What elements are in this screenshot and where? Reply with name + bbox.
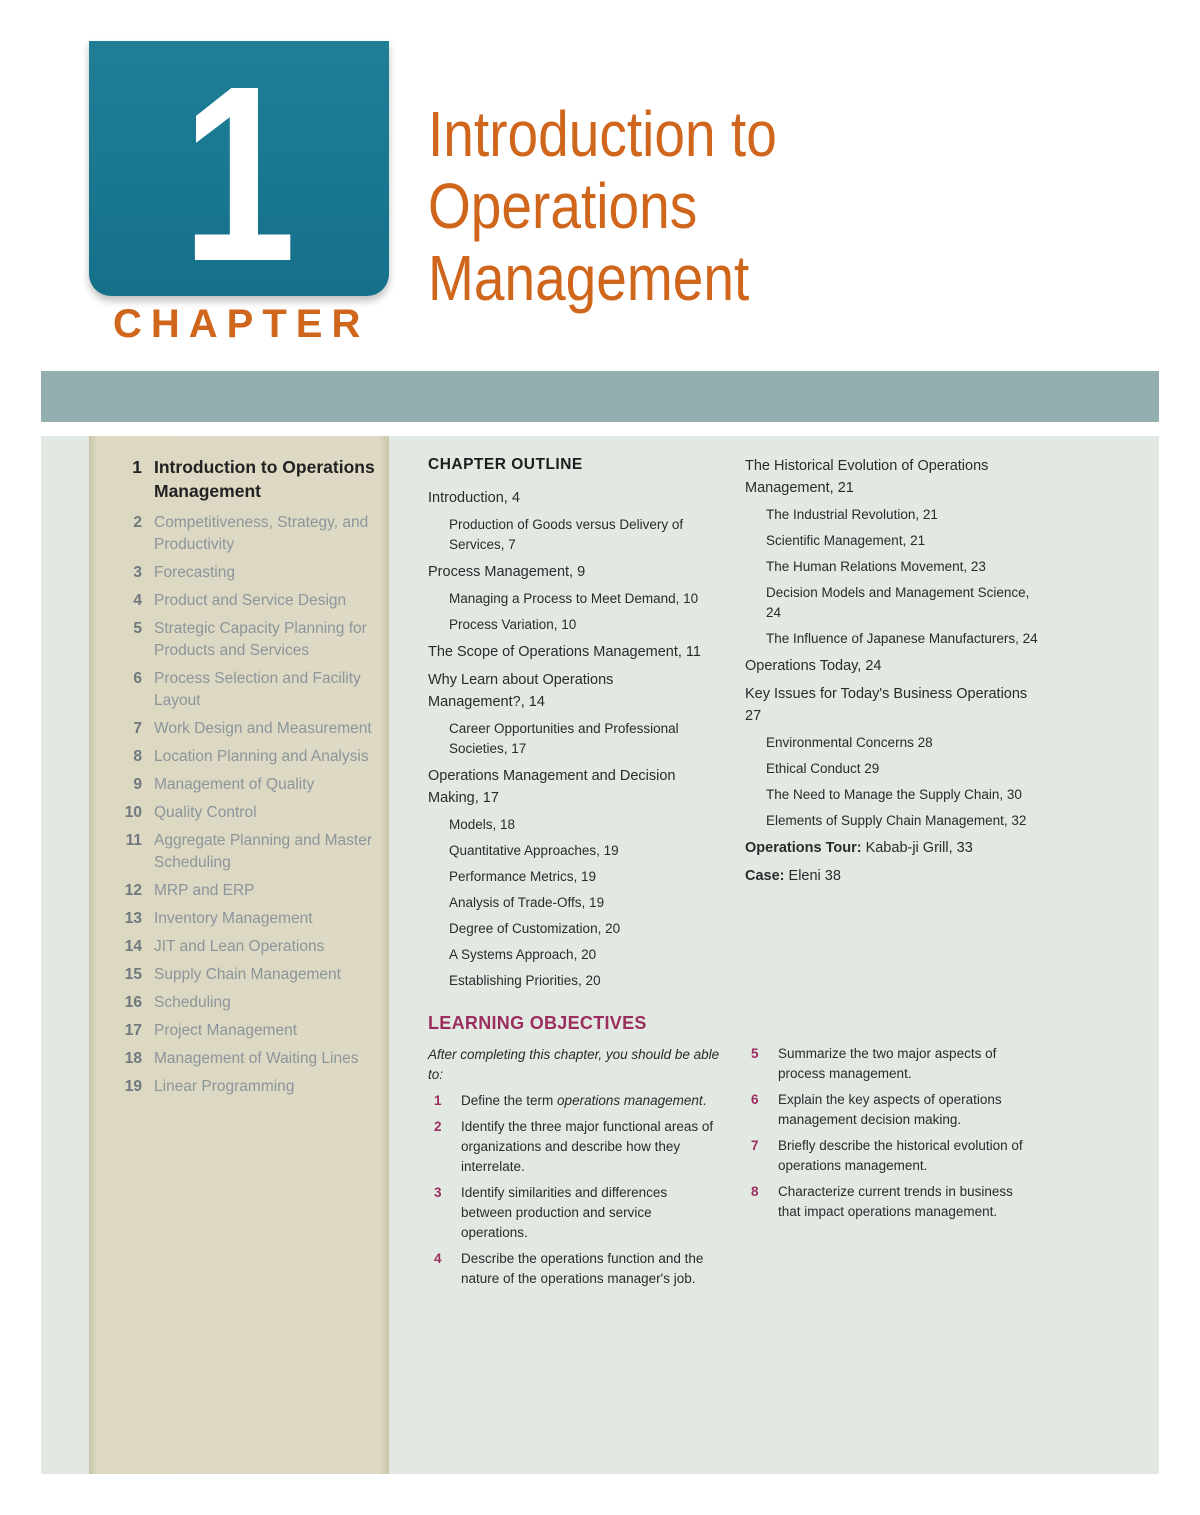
chapter-label: CHAPTER: [113, 302, 370, 346]
decorative-band: [41, 371, 1159, 422]
objective-text-main: Briefly describe the historical evolution of operations management.: [778, 1138, 1027, 1173]
chapter-list-number: 2: [133, 514, 142, 531]
objective-text-end: .: [702, 1093, 707, 1108]
outline-section: Key Issues for Today's Business Operations 27: [745, 686, 1028, 724]
chapter-list-item: [120, 1076, 380, 1098]
objectives-intro: After completing this chapter, you should be able to:: [428, 1047, 720, 1082]
chapter-list-item: [120, 774, 380, 796]
chapter-list-number: 16: [124, 994, 142, 1011]
objective-number: 4: [434, 1251, 442, 1266]
chapter-list-number: 3: [133, 564, 142, 581]
outline-subsection: The Industrial Revolution, 21: [766, 507, 938, 522]
chapter-list-number: 6: [133, 670, 142, 687]
outline-subsection: Models, 18: [449, 817, 516, 832]
outline-section: Operations Today, 24: [745, 658, 882, 674]
outline-subsection: The Need to Manage the Supply Chain, 30: [766, 787, 1022, 802]
chapter-list-item: [120, 936, 380, 958]
objective-text: [778, 1136, 1035, 1176]
chapter-list-label: Inventory Management: [154, 910, 313, 927]
chapter-list-number: 7: [133, 720, 142, 737]
objective-text: [461, 1183, 718, 1243]
objective-number: 5: [751, 1046, 759, 1061]
operations-tour-entry-text: Kabab-ji Grill, 33: [861, 840, 973, 856]
chapter-title-line-1: Introduction to: [428, 98, 777, 170]
objective-number: 1: [434, 1093, 442, 1108]
outline-column-2: [745, 455, 1045, 893]
chapter-list-number: 14: [124, 938, 142, 955]
objective-text-main: Describe the operations function and the nature of the operations manager's job.: [461, 1251, 708, 1286]
chapter-list-label: Location Planning and Analysis: [154, 748, 369, 765]
chapter-list-label: Aggregate Planning and Master Scheduling: [154, 832, 373, 871]
objective-number: 2: [434, 1119, 442, 1134]
case-entry-label: Case:: [745, 868, 785, 884]
chapter-list-number: 11: [125, 832, 142, 849]
chapter-list-number: 19: [124, 1078, 142, 1095]
chapter-number-badge: [89, 34, 389, 313]
chapter-list-label: MRP and ERP: [154, 882, 255, 899]
chapter-list-label: Work Design and Measurement: [154, 720, 372, 737]
chapter-list-label: Introduction to Operations Management: [154, 457, 375, 501]
chapter-list-number: 9: [133, 776, 142, 793]
outline-section: Process Management, 9: [428, 564, 586, 580]
objectives-heading: LEARNING OBJECTIVES: [428, 1013, 647, 1033]
outline-section: The Historical Evolution of Operations Management, 21: [745, 458, 989, 496]
objective-text-main: Identify similarities and differences between production and service operations.: [461, 1185, 671, 1240]
objective-number: 8: [751, 1184, 759, 1199]
objective-text-main: Explain the key aspects of operations management decision making.: [778, 1092, 1006, 1127]
objective-item: [745, 1090, 1035, 1130]
operations-tour-entry: [745, 837, 1045, 859]
outline-subsection: Quantitative Approaches, 19: [449, 843, 619, 858]
objective-text: [778, 1090, 1035, 1130]
chapter-list-number: 12: [124, 882, 142, 899]
objective-item: [428, 1249, 718, 1289]
chapter-list-item: [120, 908, 380, 930]
chapter-list-number: 18: [124, 1050, 142, 1067]
outline-section: The Scope of Operations Management, 11: [428, 644, 701, 660]
chapter-list-label: Process Selection and Facility Layout: [154, 670, 361, 709]
outline-subsection: Scientific Management, 21: [766, 533, 926, 548]
chapter-number: 1: [181, 34, 297, 313]
objective-number: 3: [434, 1185, 442, 1200]
outline-subsection: Decision Models and Management Science, 24: [766, 585, 1030, 620]
chapter-list-item: [120, 590, 380, 612]
chapter-list-number: 8: [133, 748, 142, 765]
outline-subsection: Performance Metrics, 19: [449, 869, 597, 884]
objective-number: 7: [751, 1138, 759, 1153]
chapter-list-label: Quality Control: [154, 804, 257, 821]
outline-section: Why Learn about Operations Management?, 14: [428, 672, 614, 710]
outline-section: Introduction, 4: [428, 490, 520, 506]
chapter-list-label: Management of Quality: [154, 776, 315, 793]
outline-subsection: Degree of Customization, 20: [449, 921, 621, 936]
objective-item: [745, 1044, 1035, 1084]
outline-subsection: Career Opportunities and Professional Societies, 17: [449, 721, 679, 756]
outline-subsection: The Human Relations Movement, 23: [766, 559, 986, 574]
chapter-list-number: 10: [124, 804, 142, 821]
chapter-list-item: [120, 668, 380, 712]
objective-text: [461, 1117, 718, 1177]
chapter-list-item: [120, 880, 380, 902]
objective-text-main: Define the term: [461, 1093, 558, 1108]
outline-subsection: Managing a Process to Meet Demand, 10: [449, 591, 699, 606]
chapter-list-label: Supply Chain Management: [154, 966, 341, 983]
chapter-title: [428, 98, 1030, 314]
case-entry-text: Eleni 38: [784, 868, 841, 884]
objectives-list-1: [428, 1091, 718, 1295]
objective-item: [745, 1182, 1035, 1222]
objective-text-main: Identify the three major functional areas of organizations and describe how they interrelate.: [461, 1119, 717, 1174]
chapter-list-item: [120, 746, 380, 768]
chapter-list-label: Project Management: [154, 1022, 298, 1039]
outline-subsection: Process Variation, 10: [449, 617, 577, 632]
outline-subsection: Elements of Supply Chain Management, 32: [766, 813, 1027, 828]
objective-text: [461, 1091, 718, 1111]
chapter-list-number: 17: [124, 1022, 142, 1039]
chapter-list-label: Scheduling: [154, 994, 231, 1011]
chapter-list-label: Forecasting: [154, 564, 235, 581]
outline-subsection: Production of Goods versus Delivery of Services, 7: [449, 517, 684, 552]
chapter-list-item: [120, 1048, 380, 1070]
outline-subsection: A Systems Approach, 20: [449, 947, 597, 962]
chapter-list-label: Linear Programming: [154, 1078, 295, 1095]
chapter-list-number: 4: [133, 592, 142, 609]
operations-tour-entry-label: Operations Tour:: [745, 840, 862, 856]
chapter-list-item: [120, 964, 380, 986]
objective-item: [428, 1091, 718, 1111]
chapter-title-line-3: Management: [428, 242, 750, 314]
chapter-list-item: [120, 1020, 380, 1042]
objective-text-main: Characterize current trends in business that impact operations management.: [778, 1184, 1017, 1219]
objective-item: [428, 1117, 718, 1177]
objective-text: [778, 1182, 1035, 1222]
objective-text: [778, 1044, 1035, 1084]
chapter-list-item: [120, 455, 380, 503]
objectives-list-2: [745, 1044, 1035, 1228]
objective-text-main: Summarize the two major aspects of process management.: [778, 1046, 1001, 1081]
chapter-list-label: Competitiveness, Strategy, and Productivity: [154, 514, 369, 553]
chapter-list-number: 5: [133, 620, 142, 637]
outline-section: Operations Management and Decision Making, 17: [428, 768, 676, 806]
outline-subsection: The Influence of Japanese Manufacturers, 24: [766, 631, 1038, 646]
outline-subsection: Ethical Conduct 29: [766, 761, 880, 776]
outline-subsection: Analysis of Trade-Offs, 19: [449, 895, 605, 910]
chapter-list-number: 13: [124, 910, 142, 927]
outline-subsection: Establishing Priorities, 20: [449, 973, 601, 988]
outline-subsection: Environmental Concerns 28: [766, 735, 933, 750]
case-entry: [745, 865, 1045, 887]
chapter-list-label: JIT and Lean Operations: [154, 938, 325, 955]
objective-item: [745, 1136, 1035, 1176]
objective-term: operations management: [557, 1093, 703, 1108]
chapter-list-item: [120, 802, 380, 824]
chapter-list-label: Management of Waiting Lines: [154, 1050, 359, 1067]
objective-number: 6: [751, 1092, 759, 1107]
outline-heading: CHAPTER OUTLINE: [428, 456, 583, 473]
objective-item: [428, 1183, 718, 1243]
chapter-list-label: Strategic Capacity Planning for Products and Services: [154, 620, 367, 659]
chapter-list-item: [120, 992, 380, 1014]
objective-text: [461, 1249, 718, 1289]
chapter-list-item: [120, 562, 380, 584]
outline-column-1: [428, 455, 713, 997]
chapter-list-number: 1: [132, 457, 142, 477]
chapter-list-number: 15: [124, 966, 142, 983]
chapter-list-item: [120, 830, 380, 874]
chapter-list-label: Product and Service Design: [154, 592, 347, 609]
chapter-list-item: [120, 718, 380, 740]
chapter-list-item: [120, 618, 380, 662]
chapter-list: [120, 455, 380, 1104]
chapter-list-item: [120, 512, 380, 556]
chapter-title-line-2: Operations: [428, 170, 698, 242]
